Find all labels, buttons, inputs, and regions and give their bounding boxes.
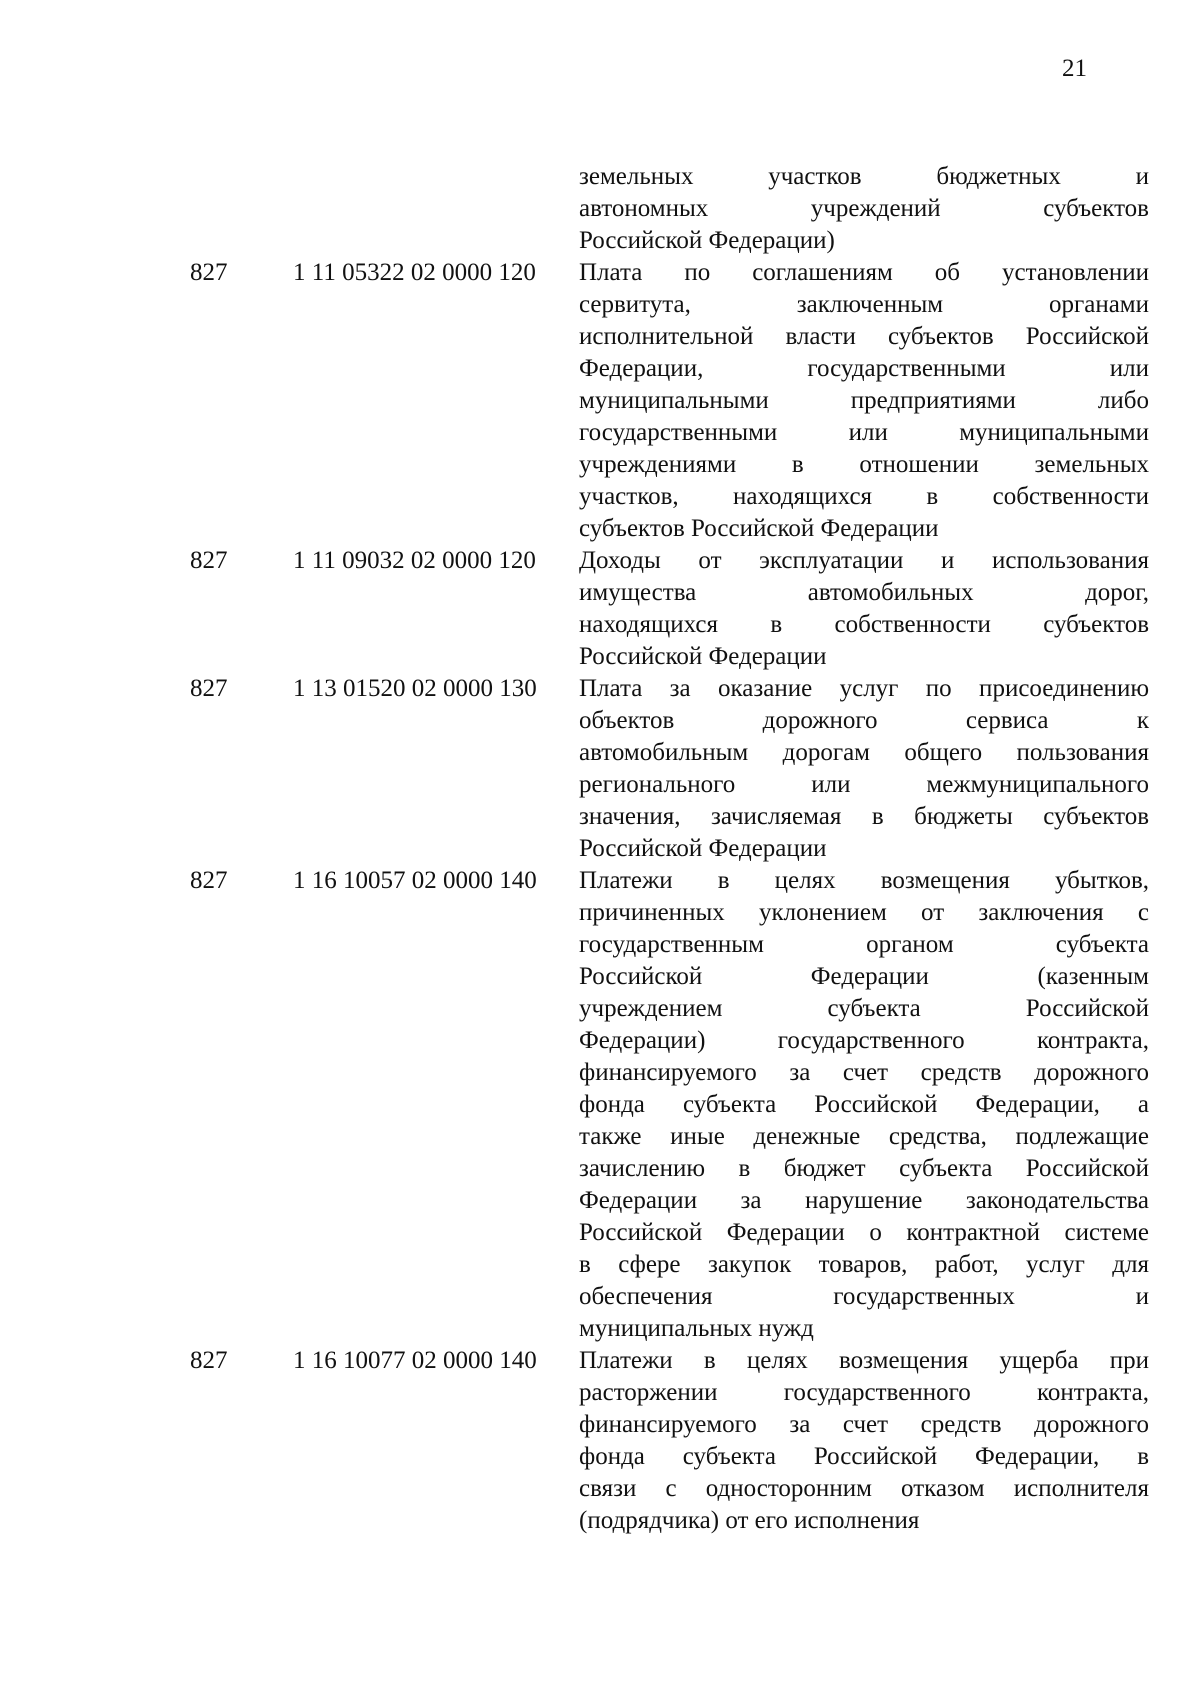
description-line: сервитута, заключенным органами — [579, 291, 1149, 318]
description-line: Федерации) государственного контракта, — [579, 1027, 1149, 1054]
description-line: фонда субъекта Российской Федерации, в — [579, 1443, 1149, 1470]
description-line: субъектов Российской Федерации — [579, 515, 939, 542]
table-row — [190, 161, 1170, 257]
description-line: финансируемого за счет средств дорожного — [579, 1411, 1149, 1438]
admin-code: 827 — [190, 1347, 228, 1374]
revenue-description — [579, 673, 1149, 865]
description-line: государственными или муниципальными — [579, 419, 1149, 446]
description-line: государственным органом субъекта — [579, 931, 1149, 958]
description-line: объектов дорожного сервиса к — [579, 707, 1149, 734]
description-line: Плата по соглашениям об установлении — [579, 259, 1149, 286]
table-row — [190, 257, 1170, 545]
description-line: имущества автомобильных дорог, — [579, 579, 1149, 606]
description-line: учреждением субъекта Российской — [579, 995, 1149, 1022]
admin-code: 827 — [190, 259, 228, 286]
description-line: фонда субъекта Российской Федерации, а — [579, 1091, 1149, 1118]
description-line: муниципальными предприятиями либо — [579, 387, 1149, 414]
description-line: автомобильным дорогам общего пользования — [579, 739, 1149, 766]
revenue-description — [579, 865, 1149, 1345]
description-line: Российской Федерации — [579, 643, 827, 670]
revenue-code: 1 16 10077 02 0000 140 — [293, 1347, 537, 1374]
description-line: Российской Федерации (казенным — [579, 963, 1149, 990]
description-line: финансируемого за счет средств дорожного — [579, 1059, 1149, 1086]
description-line: автономных учреждений субъектов — [579, 195, 1149, 222]
description-line: находящихся в собственности субъектов — [579, 611, 1149, 638]
revenue-code: 1 16 10057 02 0000 140 — [293, 867, 537, 894]
description-line: значения, зачисляемая в бюджеты субъектов — [579, 803, 1149, 830]
table-row — [190, 865, 1170, 1345]
description-line: участков, находящихся в собственности — [579, 483, 1149, 510]
page-number: 21 — [1062, 55, 1087, 82]
description-line: Доходы от эксплуатации и использования — [579, 547, 1149, 574]
description-line: также иные денежные средства, подлежащие — [579, 1123, 1149, 1150]
description-line: Плата за оказание услуг по присоединению — [579, 675, 1149, 702]
description-line: Российской Федерации о контрактной системе — [579, 1219, 1149, 1246]
description-line: зачислению в бюджет субъекта Российской — [579, 1155, 1149, 1182]
description-line: в сфере закупок товаров, работ, услуг для — [579, 1251, 1149, 1278]
table-row — [190, 545, 1170, 673]
description-line: Платежи в целях возмещения ущерба при — [579, 1347, 1149, 1374]
description-line: связи с односторонним отказом исполнителя — [579, 1475, 1149, 1502]
revenue-description — [579, 545, 1149, 673]
description-line: земельных участков бюджетных и — [579, 163, 1149, 190]
description-line: причиненных уклонением от заключения с — [579, 899, 1149, 926]
description-line: Платежи в целях возмещения убытков, — [579, 867, 1149, 894]
description-line: учреждениями в отношении земельных — [579, 451, 1149, 478]
admin-code: 827 — [190, 675, 228, 702]
description-line: регионального или межмуниципального — [579, 771, 1149, 798]
revenue-description — [579, 257, 1149, 545]
table-row — [190, 1345, 1170, 1537]
description-line: (подрядчика) от его исполнения — [579, 1507, 920, 1534]
description-line: муниципальных нужд — [579, 1315, 814, 1342]
revenue-codes-table — [190, 161, 1170, 1537]
revenue-description — [579, 1345, 1149, 1537]
description-line: расторжении государственного контракта, — [579, 1379, 1149, 1406]
revenue-description — [579, 161, 1149, 257]
description-line: Федерации, государственными или — [579, 355, 1149, 382]
description-line: исполнительной власти субъектов Российской — [579, 323, 1149, 350]
admin-code: 827 — [190, 547, 228, 574]
description-line: Российской Федерации) — [579, 227, 835, 254]
revenue-code: 1 11 05322 02 0000 120 — [293, 259, 536, 286]
description-line: Федерации за нарушение законодательства — [579, 1187, 1149, 1214]
table-row — [190, 673, 1170, 865]
description-line: обеспечения государственных и — [579, 1283, 1149, 1310]
revenue-code: 1 13 01520 02 0000 130 — [293, 675, 537, 702]
description-line: Российской Федерации — [579, 835, 827, 862]
admin-code: 827 — [190, 867, 228, 894]
revenue-code: 1 11 09032 02 0000 120 — [293, 547, 536, 574]
